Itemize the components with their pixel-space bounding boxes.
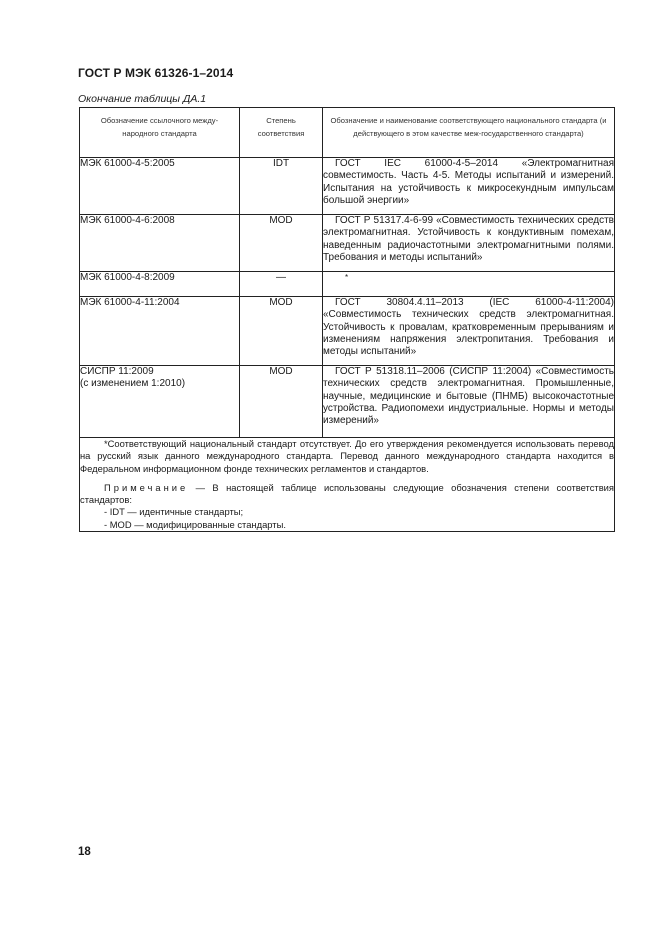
document-title: ГОСТ Р МЭК 61326-1–2014 — [78, 66, 234, 80]
footnote-row — [80, 438, 615, 532]
ref-standard-line: СИСПР 11:2009 — [80, 366, 154, 377]
note-list-item: - IDT — идентичные стандарты; — [104, 506, 244, 518]
table-row — [80, 366, 615, 438]
note-paragraph — [80, 482, 614, 507]
national-standard-text: ГОСТ IEC 61000-4-5–2014 «Электромагнитная совместимость. Часть 4-5. Методы испытаний и измерений. Испытания на устойчивость к микросекундным импульсам большой энергии» — [323, 158, 614, 206]
national-standard-cell — [323, 272, 615, 297]
column-header-ref: Обозначение ссылочного между-народного стандарта — [80, 108, 240, 158]
column-header-national: Обозначение и наименование соответствующего национального стандарта (и действующего в этом качестве меж-государственного стандарта) — [323, 108, 615, 158]
table-header-row — [80, 108, 615, 158]
footnote-cell — [80, 438, 615, 532]
national-standard-text: ГОСТ Р 51318.11–2006 (СИСПР 11:2004) «Совместимость технических средств электромагнитная. Промышленные, научные, медицинские и бытовые (ПНМБ) высокочастотные устройства. Радиопомехи индустриальные. Нормы и методы измерений» — [323, 366, 614, 427]
column-header-degree: Степень соответствия — [240, 108, 323, 158]
national-standard-cell — [323, 158, 615, 215]
national-standard-cell — [323, 366, 615, 438]
ref-standard-line: (с изменением 1:2010) — [80, 378, 186, 390]
national-standard-text: ГОСТ Р 51317.4-6-99 «Совместимость технических средств электромагнитная. Устойчивость к кондуктивным помехам, наведенным радиочастотными электромагнитными полями. Требования и методы испытаний» — [323, 215, 614, 263]
table-row — [80, 272, 615, 297]
table-row — [80, 158, 615, 215]
ref-standard-cell: МЭК 61000-4-11:2004 — [80, 297, 240, 366]
national-standard-cell — [323, 297, 615, 366]
standards-table — [79, 107, 615, 532]
ref-standard-cell: МЭК 61000-4-6:2008 — [80, 215, 240, 272]
note-text: — В настоящей таблице использованы следующие обозначения степени соответствия стандартов: — [80, 481, 614, 506]
degree-cell: — — [240, 272, 323, 297]
ref-standard-cell: МЭК 61000-4-8:2009 — [80, 272, 240, 297]
table-row — [80, 215, 615, 272]
degree-cell: MOD — [240, 366, 323, 438]
note-label: Примечание — [104, 481, 189, 493]
note-list-item: - MOD — модифицированные стандарты. — [104, 518, 286, 530]
degree-cell: IDT — [240, 158, 323, 215]
national-standard-cell — [323, 215, 615, 272]
degree-cell: MOD — [240, 215, 323, 272]
table-row — [80, 297, 615, 366]
degree-cell: MOD — [240, 297, 323, 366]
ref-standard-cell: МЭК 61000-4-5:2005 — [80, 158, 240, 215]
ref-standard-cell — [80, 366, 240, 438]
footnote-text: *Соответствующий национальный стандарт отсутствует. До его утверждения рекомендуется использовать перевод на русский язык данного международного стандарта. Перевод данного международного стандарта находится в Федеральном информационном фонде технических регламентов и стандартов. — [80, 438, 614, 474]
national-standard-text: * — [345, 273, 349, 282]
table-caption: Окончание таблицы ДА.1 — [78, 93, 207, 105]
national-standard-text: ГОСТ 30804.4.11–2013 (IEC 61000-4-11:2004) «Совместимость технических средств электромагнитная. Устойчивость к провалам, кратковременным прерываниям и изменениям напряжения электропитания. Требования и методы испытаний» — [323, 297, 614, 358]
page-number: 18 — [78, 846, 91, 858]
